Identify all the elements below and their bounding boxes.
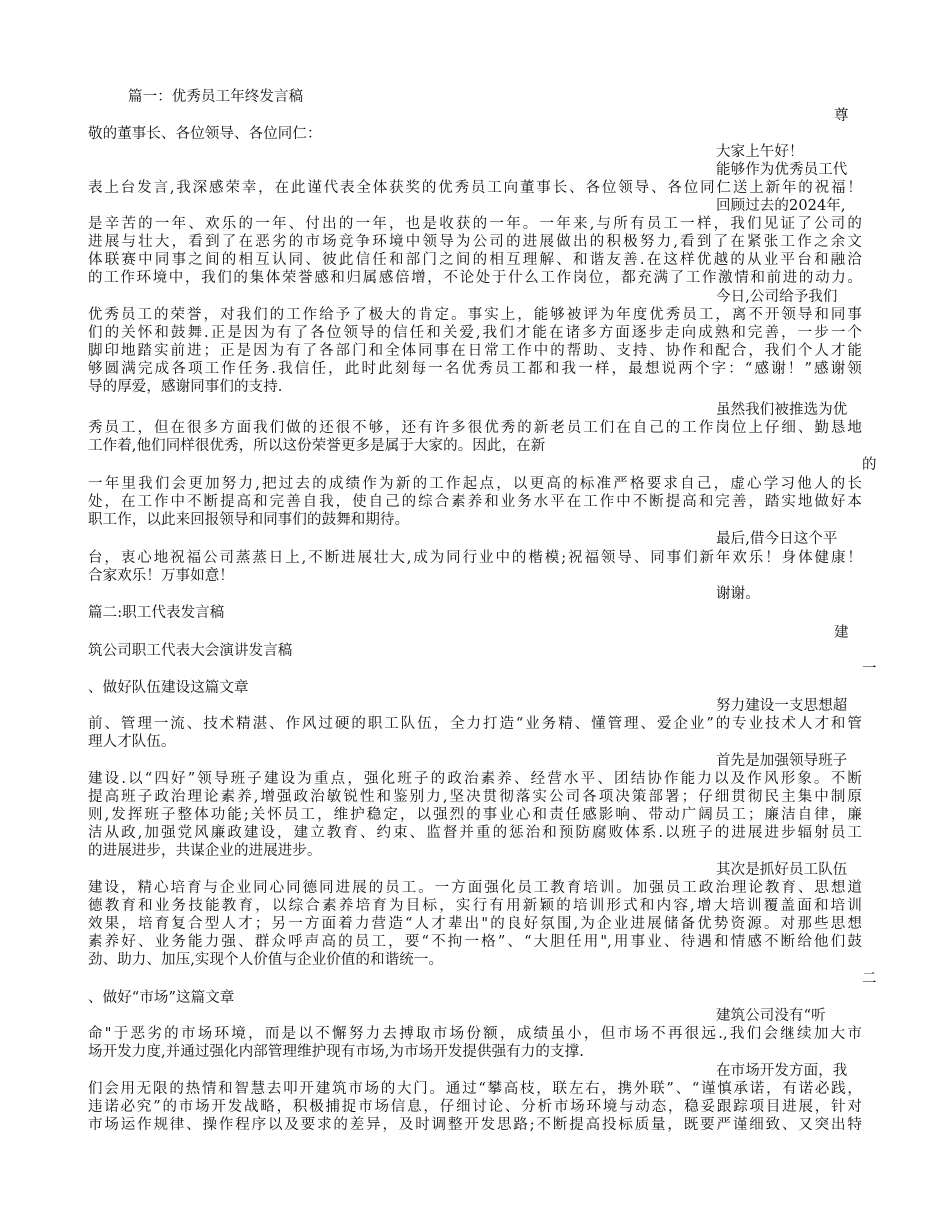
text-line: 职工作，以此来回报领导和同事们的鼓舞和期待。	[88, 512, 410, 528]
greeting-line: 大家上午好！	[716, 144, 804, 160]
text-line: 能够作为优秀员工代	[716, 162, 848, 178]
text-line: 建	[834, 625, 849, 641]
text-line: 导的厚爱，感谢同事们的支持.	[88, 379, 283, 395]
text-line: 脚印地踏实前进；正是因为有了各部门和全体同事在日常工作中的帮助、支持、协作和配合，我们个人才能	[88, 343, 862, 359]
text-line: 一年里我们会更加努力,把过去的成绩作为新的工作起点，以更高的标准严格要求自己，虚心学习他人的长	[88, 476, 862, 492]
text-line: 进展与壮大，看到了在恶劣的市场竞争环境中领导为公司的进展做出的积极努力,看到了在紧张工作之余文	[88, 234, 862, 250]
text-line: 工作着,他们同样很优秀，所以这份荣誉更多是属于大家的。因此，在新	[88, 438, 546, 454]
text-line: 优秀员工的荣誉，对我们的工作给予了极大的肯定。事实上，能够被评为年度优秀员工，离不开领导和同事	[88, 307, 862, 323]
text-line: 今日,公司给予我们	[716, 289, 838, 305]
text-line: 建筑公司没有“听	[716, 1008, 826, 1024]
text-line: 是辛苦的一年、欢乐的一年、付出的一年，也是收获的一年。一年来,与所有员工一样，我们见证了公司的	[88, 216, 862, 232]
text-line: 的工作环境中，我们的集体荣誉感和归属感倍增，不论处于什么工作岗位，都充满了工作激情和前进的动力。	[88, 270, 862, 286]
salutation-line: 敬的董事长、各位领导、各位同仁：	[88, 126, 322, 142]
text-line: 命"于恶劣的市场环境，而是以不懈努力去搏取市场份额，成绩虽小，但市场不再很远.,我们会继续加大市	[88, 1026, 862, 1042]
section-two-title: 篇二:职工代表发言稿	[88, 605, 225, 621]
heading-line: 、做好队伍建设这篇文章	[88, 680, 249, 696]
text-line: 的	[862, 457, 877, 473]
text-line: 违诺必究”的市场开发战略，积极捕捉市场信息，仔细讨论、分析市场环境与动态，稳妥跟踪项目进展，针对	[88, 1099, 862, 1115]
text-line: 的进展进步，共谋企业的进展进步。	[88, 843, 322, 859]
text-line: 理人才队伍。	[88, 734, 176, 750]
text-line: 们的关怀和鼓舞.正是因为有了各位领导的信任和关爱,我们才能在诸多方面逐步走向成熟和完善，一步一个	[88, 325, 862, 341]
text-line: 市场运作规律、操作程序以及要求的差异，及时调整开发思路;不断提高投标质量，既要严谨细致、又突出特	[88, 1117, 862, 1133]
text-line: 虽然我们被推选为优	[716, 402, 848, 418]
heading-number: 二	[862, 971, 877, 987]
text-line: 效果，培育复合型人才；另一方面着力营造“人才辈出"的良好氛围,为企业进展储备优势资源。对那些思想	[88, 916, 862, 932]
heading-number: 一	[862, 661, 877, 677]
text-line: 其次是抓好员工队伍	[716, 862, 848, 878]
text-line: 提高班子政治理论素养,增强政治敏锐性和鉴别力,坚决贯彻落实公司各项决策部署；仔细贯彻民主集中制原	[88, 789, 862, 805]
text-line: 建设.以“四好”领导班子建设为重点，强化班子的政治素养、经营水平、团结协作能力以及作风形象。不断	[88, 771, 862, 787]
text-line: 努力建设一支思想超	[716, 698, 848, 714]
text-line: 德教育和业务技能教育，以综合素养培育为目标，实行有用新颖的培训形式和内容,增大培训覆盖面和培训	[88, 898, 862, 914]
speech-title: 筑公司职工代表大会演讲发言稿	[88, 643, 293, 659]
text-line: 场开发力度,并通过强化内部管理维护现有市场,为市场开发提供强有力的支撑.	[88, 1044, 584, 1060]
text-line: 秀员工，但在很多方面我们做的还很不够，还有许多很优秀的新老员工们在自己的工作岗位上仔细、勤恳地	[88, 420, 862, 436]
text-line: 表上台发言,我深感荣幸，在此谨代表全体获奖的优秀员工向董事长、各位领导、各位同仁送上新年的祝福！	[88, 180, 862, 196]
text-line: 建设，精心培育与企业同心同德同进展的员工。一方面强化员工教育培训。加强员工政治理论教育、思想道	[88, 880, 862, 896]
text-line: 够圆满完成各项工作任务.我信任，此时此刻每一名优秀员工都和我一样，最想说两个字：“感谢！”感谢领	[88, 361, 862, 377]
text-line: 最后,借今日这个平	[716, 531, 838, 547]
section-one-title: 篇一：优秀员工年终发言稿	[128, 89, 304, 105]
text-line: 在市场开发方面，我	[716, 1063, 848, 1079]
text-line: 台，衷心地祝福公司蒸蒸日上,不断进展壮大,成为同行业中的楷模;祝福领导、同事们新年欢乐！身体健康！	[88, 550, 862, 566]
text-line: 洁从政,加强党风廉政建设，建立教育、约束、监督并重的惩治和预防腐败体系.以班子的进展进步辐射员工	[88, 825, 862, 841]
heading-line: 、做好“市场”这篇文章	[88, 990, 235, 1006]
text-line: 尊	[834, 108, 849, 124]
text-line: 首先是加强领导班子	[716, 753, 848, 769]
text-line: 回顾过去的2024年,	[716, 198, 846, 214]
text-line: 们会用无限的热情和智慧去叩开建筑市场的大门。通过“攀高枝，联左右，携外联”、“谨慎承诺，有诺必践，	[88, 1081, 862, 1097]
text-line: 合家欢乐！万事如意！	[88, 568, 234, 584]
closing-line: 谢谢。	[716, 586, 760, 602]
text-line: 处，在工作中不断提高和完善自我，使自己的综合素养和业务水平在工作中不断提高和完善，踏实地做好本	[88, 494, 862, 510]
text-line: 素养好、业务能力强、群众呼声高的员工，要“不拘一格”、“大胆任用",用事业、待遇和情感不断给他们鼓	[88, 934, 862, 950]
text-line: 则,发挥班子整体功能;关怀员工，维护稳定，以强烈的事业心和责任感影响、带动广阔员工；廉洁自律，廉	[88, 807, 862, 823]
text-line: 劲、助力、加压,实现个人价值与企业价值的和谐统一。	[88, 952, 444, 968]
text-line: 体联赛中同事之间的相互认同、彼此信任和部门之间的相互理解、和谐友善.在这样优越的从业平台和融洽	[88, 252, 862, 268]
text-line: 前、管理一流、技术精湛、作风过硬的职工队伍，全力打造“业务精、懂管理、爱企业”的专业技术人才和管	[88, 716, 862, 732]
